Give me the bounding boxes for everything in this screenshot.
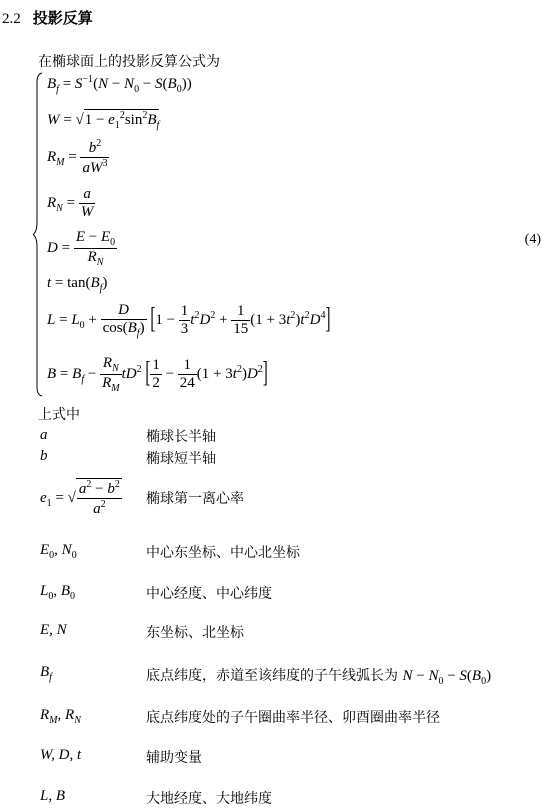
equation-number: (4) <box>524 232 541 247</box>
def-desc-bf <box>146 665 491 687</box>
def-symbol-e1: $e_1$ = √ $\frac{a^2 - b^2}{a^2}$ <box>40 479 120 517</box>
formula-bf: $B_f = S^{-1}(N - N_0 - S(B_0))$ <box>47 74 192 95</box>
def-symbol-l0b0: $L_0$, $B_0$ <box>40 583 76 602</box>
def-symbol-bf: $B_f$ <box>40 664 52 683</box>
def-desc-a: 椭球长半轴 <box>146 429 216 445</box>
def-symbol-en: E, N <box>40 622 67 638</box>
formula-l: $L = L_0$ + $\frac{D}{\cos(B_f)}$ [1 − $\frac{1}{3}$ $t^2D^2$ + $\frac{1}{15}$ $(1 + 3t^2)t^2D^4$] <box>47 302 331 339</box>
formula-rm: $R_M$ = $\frac{b^2}{aW^3}$ <box>47 138 108 176</box>
section-number: 2.2 <box>2 11 21 27</box>
formula-b: $B = B_f$ − $\frac{R_N}{R_M}$ $tD^2$ [ $\frac{1}{2}$ − $\frac{1}{24}$ $(1 + 3t^2)D^2$] <box>47 355 268 394</box>
def-desc-b: 椭球短半轴 <box>146 451 216 467</box>
formula-w: $W = √1 - e_1^2\sin^2B_f$ <box>47 110 160 131</box>
equation-brace <box>33 72 43 397</box>
formula-rn: $R_N$ = $\frac{a}{W}$ <box>47 186 94 220</box>
def-desc-lb: 大地经度、大地纬度 <box>146 791 272 807</box>
def-symbol-b: b <box>40 448 48 464</box>
formula-t: $t = \tan(B_f)$ <box>47 275 108 294</box>
def-symbol-rmrn: $R_M$, $R_N$ <box>40 707 81 726</box>
def-desc-bf-expr: $N - N_0 - S(B_0)$ <box>402 668 492 687</box>
formula-d: D = $\frac{E - E_0}{R_N}$ <box>47 229 116 268</box>
intro-text: 在椭球面上的投影反算公式为 <box>38 54 220 70</box>
def-symbol-a: a <box>40 427 48 443</box>
def-desc-e1: 椭球第一离心率 <box>146 491 244 507</box>
def-desc-en: 东坐标、北坐标 <box>146 625 244 641</box>
def-desc-e0n0: 中心东坐标、中心北坐标 <box>146 545 300 561</box>
section-heading <box>2 7 93 28</box>
def-symbol-wdt: W, D, t <box>40 747 82 763</box>
section-title: 投影反算 <box>32 9 93 27</box>
def-symbol-lb: L, B <box>40 788 66 804</box>
def-symbol-e0n0: $E_0$, $N_0$ <box>40 542 77 561</box>
def-desc-bf-text: 底点纬度，赤道至该纬度的子午线弧长为 <box>146 668 398 684</box>
def-desc-l0b0: 中心经度、中心纬度 <box>146 586 272 602</box>
def-desc-wdt: 辅助变量 <box>146 750 202 766</box>
where-label: 上式中 <box>38 407 80 423</box>
def-desc-rmrn: 底点纬度处的子午圈曲率半径、卯酉圈曲率半径 <box>146 710 440 726</box>
